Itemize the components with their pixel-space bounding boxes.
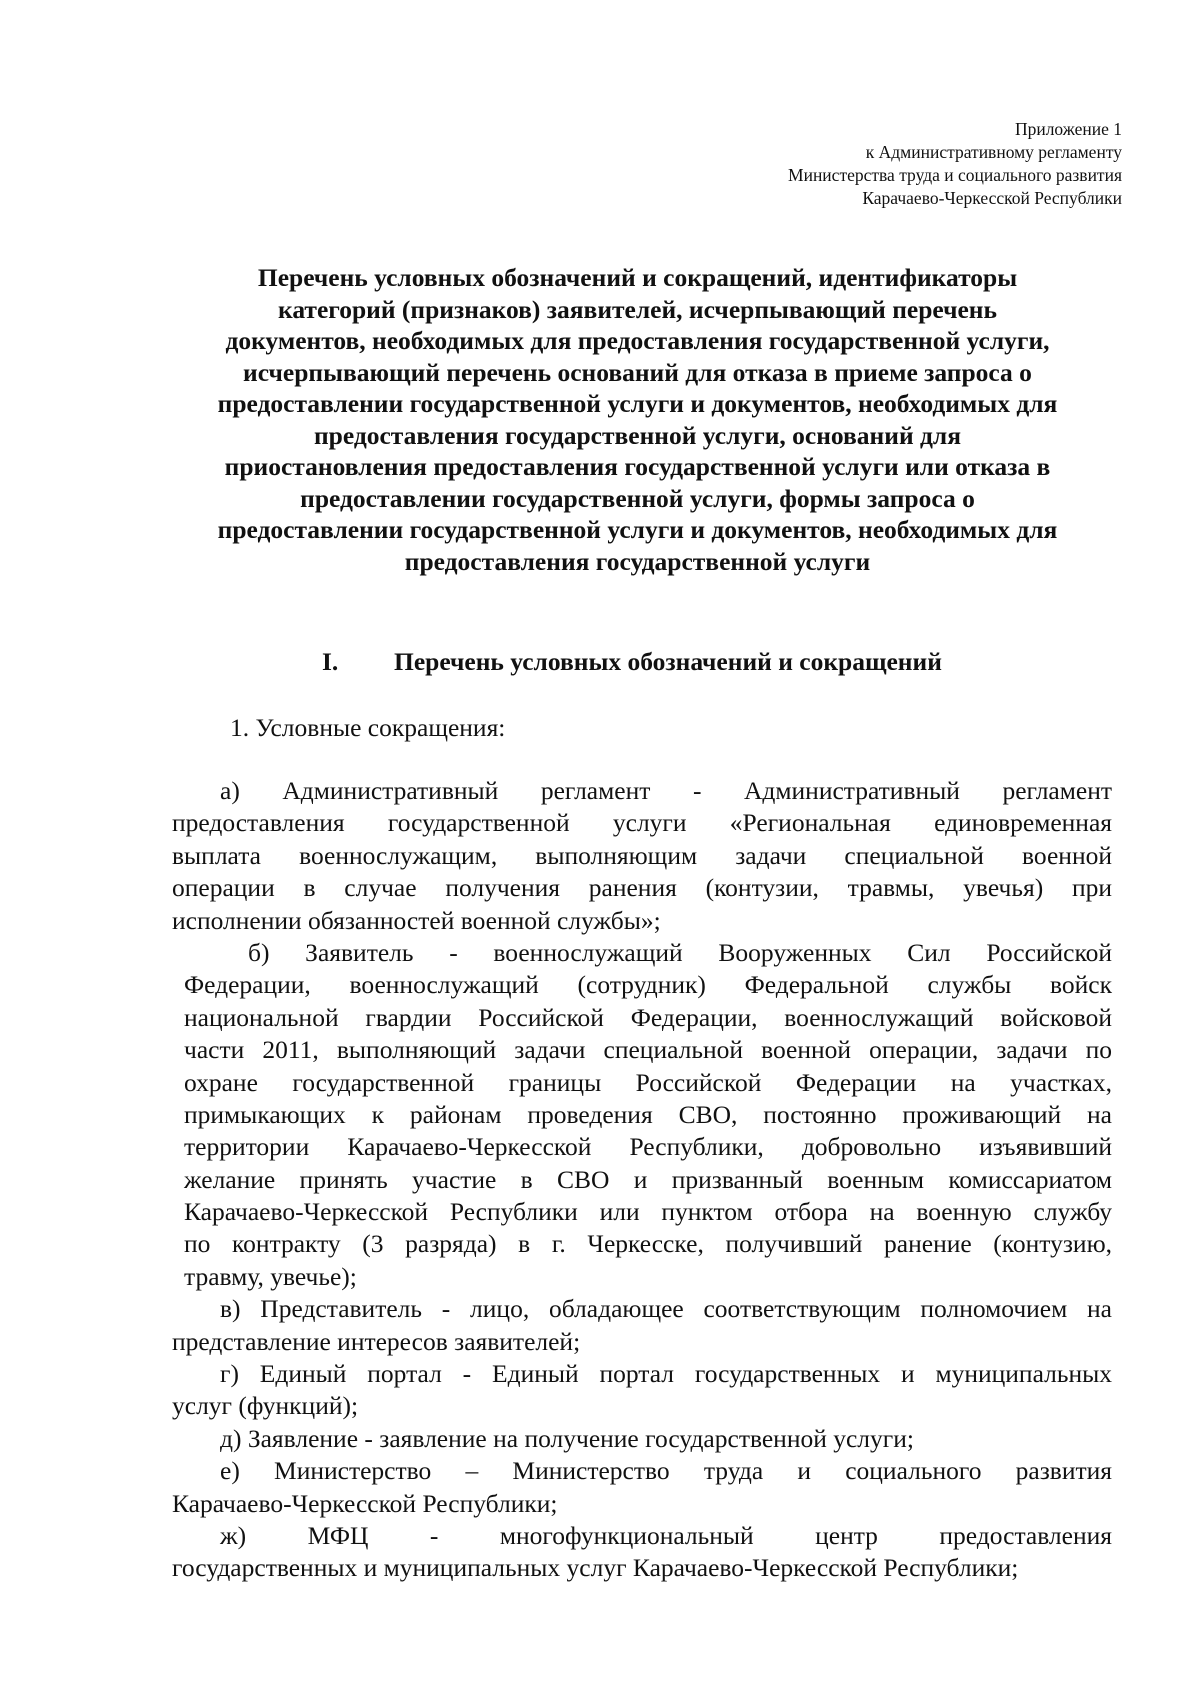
item-zh-line: государственных и муниципальных услуг Карачаево-Черкесской Республики;	[172, 1553, 1019, 1583]
item-e-line: е) Министерство – Министерство труда и социального развития	[220, 1456, 1112, 1486]
item-e-line: Карачаево-Черкесской Республики;	[172, 1488, 558, 1518]
title-line: документов, необходимых для предоставления государственной услуги,	[225, 326, 1050, 355]
title-line: исчерпывающий перечень оснований для отказа в приеме запроса о	[243, 357, 1032, 387]
item-b-line: Карачаево-Черкесской Республики или пунктом отбора на военную службу	[184, 1197, 1112, 1227]
item-b-line: части 2011, выполняющий задачи специальной военной операции, задачи по	[184, 1035, 1112, 1065]
document-title	[165, 262, 1110, 577]
item-b-line: Федерации, военнослужащий (сотрудник) Федеральной службы войск	[184, 970, 1112, 1000]
item-g-line: услуг (функций);	[172, 1391, 359, 1421]
item-b-line: национальной гвардии Российской Федерации, военнослужащий войсковой	[184, 1002, 1112, 1032]
title-line: Перечень условных обозначений и сокращений, идентификаторы	[257, 263, 1018, 292]
item-v-line: представление интересов заявителей;	[172, 1326, 581, 1356]
title-line: категорий (признаков) заявителей, исчерпывающий перечень	[278, 294, 997, 324]
section-heading	[322, 646, 942, 678]
appendix-line: Карачаево-Черкесской Республики	[862, 188, 1122, 208]
item-b-line: травму, увечье);	[184, 1261, 357, 1291]
item-b-line: желание принять участие в СВО и призванный военным комиссариатом	[184, 1164, 1112, 1194]
title-line: предоставления государственной услуги, оснований для	[313, 420, 962, 450]
definitions-list	[172, 775, 1112, 1585]
title-line: предоставления государственной услуги	[404, 546, 871, 576]
item-v-line: в) Представитель - лицо, обладающее соответствующим полномочием на	[220, 1294, 1112, 1324]
title-line: предоставлении государственной услуги и документов, необходимых для	[217, 389, 1058, 418]
item-g-line: г) Единый портал - Единый портал государственных и муниципальных	[220, 1359, 1112, 1389]
item-b-line: территории Карачаево-Черкесской Республики, добровольно изъявивший	[184, 1132, 1112, 1162]
item-a-line: исполнении обязанностей военной службы»;	[172, 905, 661, 935]
appendix-line: Министерства труда и социального развития	[788, 165, 1122, 185]
item-b-line: по контракту (3 разряда) в г. Черкесске, получивший ранение (контузию,	[184, 1229, 1112, 1259]
appendix-line: Приложение 1	[1014, 119, 1122, 139]
item-a-line: предоставления государственной услуги «Региональная единовременная	[172, 808, 1112, 838]
appendix-header	[502, 118, 1122, 210]
title-line: предоставлении государственной услуги, формы запроса о	[300, 483, 975, 513]
section-title: Перечень условных обозначений и сокращений	[394, 647, 942, 676]
section-number: I.	[322, 647, 339, 676]
item-b-line: б) Заявитель - военнослужащий Вооруженных Сил Российской	[248, 937, 1112, 967]
item-d-line: д) Заявление - заявление на получение государственной услуги;	[220, 1423, 914, 1453]
subsection-title: 1. Условные сокращения:	[230, 713, 506, 742]
item-b-line: охране государственной границы Российской Федерации на участках,	[184, 1067, 1112, 1097]
item-a-line: выплата военнослужащим, выполняющим задачи специальной военной	[172, 840, 1112, 870]
appendix-line: к Административному регламенту	[865, 142, 1122, 162]
title-line: приостановления предоставления государственной услуги или отказа в	[224, 452, 1051, 481]
item-a-line: а) Административный регламент - Административный регламент	[220, 776, 1112, 805]
item-a-line: операции в случае получения ранения (контузии, травмы, увечья) при	[172, 873, 1112, 903]
item-zh-line: ж) МФЦ - многофункциональный центр предоставления	[220, 1520, 1112, 1550]
title-line: предоставлении государственной услуги и документов, необходимых для	[217, 515, 1058, 544]
item-b-line: примыкающих к районам проведения СВО, постоянно проживающий на	[184, 1099, 1112, 1129]
